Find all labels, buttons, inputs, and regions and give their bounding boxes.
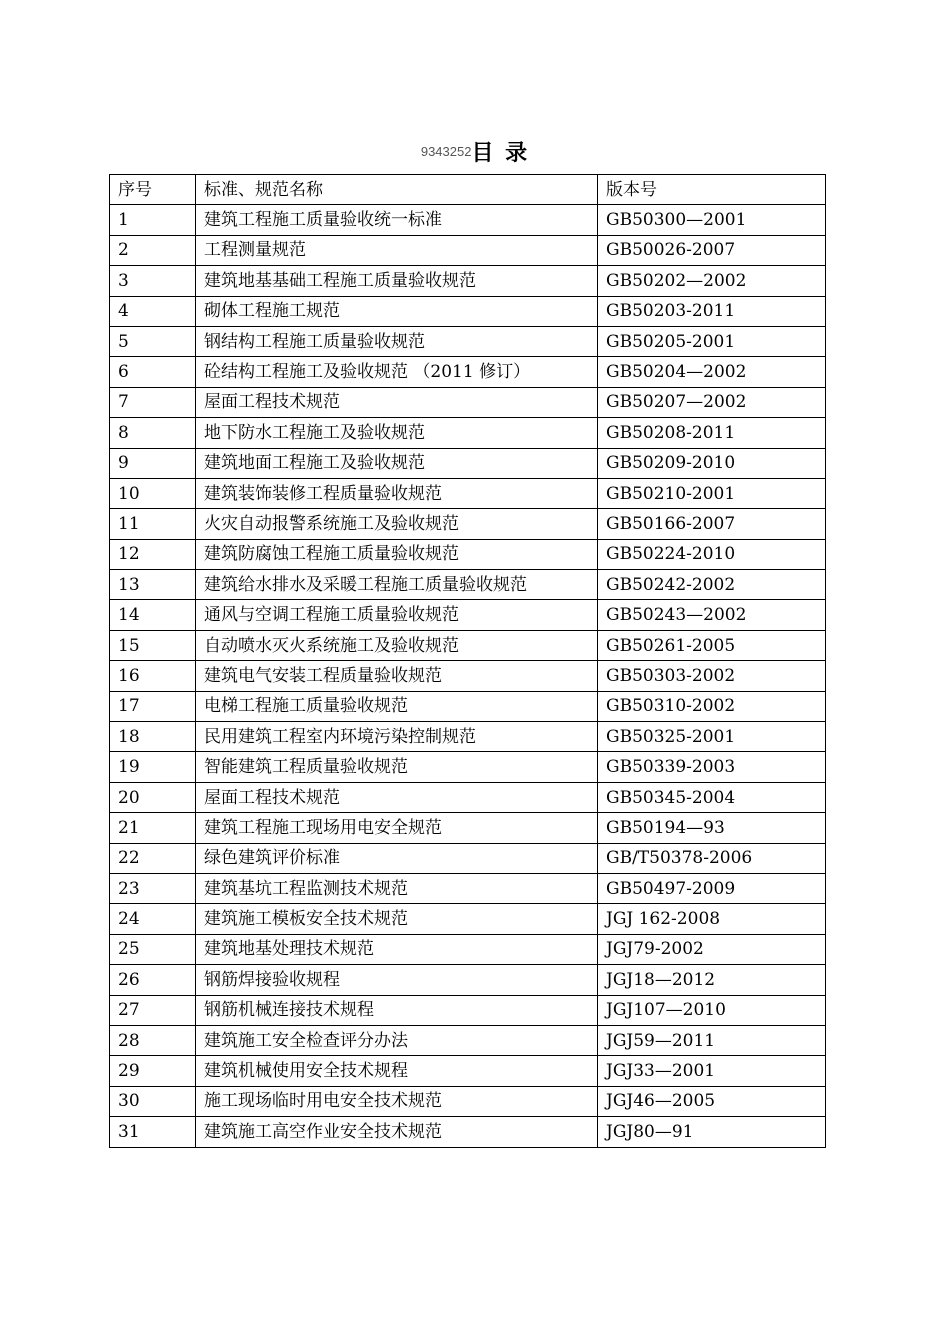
cell-index: 21 xyxy=(110,813,196,843)
cell-version: GB50497-2009 xyxy=(598,873,826,903)
cell-version: GB50208-2011 xyxy=(598,418,826,448)
cell-index: 29 xyxy=(110,1056,196,1086)
cell-index: 28 xyxy=(110,1025,196,1055)
cell-standard-name: 建筑装饰装修工程质量验收规范 xyxy=(196,478,598,508)
cell-standard-name: 建筑地面工程施工及验收规范 xyxy=(196,448,598,478)
table-row xyxy=(110,630,826,660)
cell-standard-name: 建筑基坑工程监测技术规范 xyxy=(196,873,598,903)
cell-index: 15 xyxy=(110,630,196,660)
page-title xyxy=(0,136,950,167)
table-row xyxy=(110,387,826,417)
cell-standard-name: 建筑工程施工质量验收统一标准 xyxy=(196,205,598,235)
table-row xyxy=(110,266,826,296)
cell-index: 14 xyxy=(110,600,196,630)
cell-index: 20 xyxy=(110,782,196,812)
cell-standard-name: 钢筋机械连接技术规程 xyxy=(196,995,598,1025)
cell-index: 26 xyxy=(110,965,196,995)
cell-index: 9 xyxy=(110,448,196,478)
table-row xyxy=(110,752,826,782)
cell-version: JGJ79-2002 xyxy=(598,934,826,964)
table-row xyxy=(110,904,826,934)
cell-index: 11 xyxy=(110,509,196,539)
table-row xyxy=(110,722,826,752)
cell-index: 24 xyxy=(110,904,196,934)
cell-standard-name: 建筑机械使用安全技术规程 xyxy=(196,1056,598,1086)
cell-index: 8 xyxy=(110,418,196,448)
table-row xyxy=(110,995,826,1025)
title-text: 目 录 xyxy=(471,141,530,166)
cell-standard-name: 自动喷水灭火系统施工及验收规范 xyxy=(196,630,598,660)
cell-standard-name: 建筑施工高空作业安全技术规范 xyxy=(196,1117,598,1147)
cell-standard-name: 建筑地基处理技术规范 xyxy=(196,934,598,964)
cell-standard-name: 电梯工程施工质量验收规范 xyxy=(196,691,598,721)
cell-version: GB50242-2002 xyxy=(598,570,826,600)
cell-index: 7 xyxy=(110,387,196,417)
cell-index: 18 xyxy=(110,722,196,752)
cell-version: GB50205-2001 xyxy=(598,326,826,356)
cell-standard-name: 建筑地基基础工程施工质量验收规范 xyxy=(196,266,598,296)
table-row xyxy=(110,691,826,721)
table-row xyxy=(110,661,826,691)
cell-version: GB50194—93 xyxy=(598,813,826,843)
cell-version: GB50210-2001 xyxy=(598,478,826,508)
cell-standard-name: 施工现场临时用电安全技术规范 xyxy=(196,1086,598,1116)
table-row xyxy=(110,782,826,812)
table-row xyxy=(110,509,826,539)
cell-version: GB50300—2001 xyxy=(598,205,826,235)
cell-version: GB50202—2002 xyxy=(598,266,826,296)
cell-index: 31 xyxy=(110,1117,196,1147)
cell-version: GB50261-2005 xyxy=(598,630,826,660)
cell-standard-name: 屋面工程技术规范 xyxy=(196,782,598,812)
cell-index: 10 xyxy=(110,478,196,508)
cell-version: GB/T50378-2006 xyxy=(598,843,826,873)
cell-index: 23 xyxy=(110,873,196,903)
table-row xyxy=(110,570,826,600)
table-row xyxy=(110,843,826,873)
cell-index: 27 xyxy=(110,995,196,1025)
cell-standard-name: 建筑工程施工现场用电安全规范 xyxy=(196,813,598,843)
table-body xyxy=(110,175,826,1148)
cell-version: GB50243—2002 xyxy=(598,600,826,630)
header-cell-name: 标准、规范名称 xyxy=(196,175,598,205)
table-row xyxy=(110,235,826,265)
cell-version: GB50207—2002 xyxy=(598,387,826,417)
cell-index: 19 xyxy=(110,752,196,782)
table-row xyxy=(110,965,826,995)
cell-index: 25 xyxy=(110,934,196,964)
table-header-row xyxy=(110,175,826,205)
table-row xyxy=(110,1117,826,1147)
cell-index: 17 xyxy=(110,691,196,721)
table-row xyxy=(110,539,826,569)
cell-standard-name: 建筑施工模板安全技术规范 xyxy=(196,904,598,934)
cell-standard-name: 建筑防腐蚀工程施工质量验收规范 xyxy=(196,539,598,569)
table-row xyxy=(110,357,826,387)
table-row xyxy=(110,1086,826,1116)
cell-version: GB50310-2002 xyxy=(598,691,826,721)
standards-table xyxy=(109,174,826,1148)
table-row xyxy=(110,326,826,356)
cell-standard-name: 工程测量规范 xyxy=(196,235,598,265)
cell-standard-name: 智能建筑工程质量验收规范 xyxy=(196,752,598,782)
cell-index: 22 xyxy=(110,843,196,873)
cell-standard-name: 通风与空调工程施工质量验收规范 xyxy=(196,600,598,630)
header-cell-index: 序号 xyxy=(110,175,196,205)
cell-index: 6 xyxy=(110,357,196,387)
cell-index: 13 xyxy=(110,570,196,600)
cell-index: 2 xyxy=(110,235,196,265)
cell-index: 16 xyxy=(110,661,196,691)
cell-version: GB50026-2007 xyxy=(598,235,826,265)
cell-version: GB50203-2011 xyxy=(598,296,826,326)
cell-version: JGJ18—2012 xyxy=(598,965,826,995)
cell-version: JGJ107—2010 xyxy=(598,995,826,1025)
cell-version: GB50325-2001 xyxy=(598,722,826,752)
cell-standard-name: 钢结构工程施工质量验收规范 xyxy=(196,326,598,356)
table-row xyxy=(110,600,826,630)
cell-standard-name: 地下防水工程施工及验收规范 xyxy=(196,418,598,448)
cell-version: GB50339-2003 xyxy=(598,752,826,782)
cell-index: 12 xyxy=(110,539,196,569)
table-row xyxy=(110,1056,826,1086)
cell-index: 3 xyxy=(110,266,196,296)
cell-version: GB50209-2010 xyxy=(598,448,826,478)
cell-version: GB50345-2004 xyxy=(598,782,826,812)
table-row xyxy=(110,448,826,478)
cell-version: GB50303-2002 xyxy=(598,661,826,691)
table-row xyxy=(110,813,826,843)
cell-version: GB50166-2007 xyxy=(598,509,826,539)
cell-standard-name: 民用建筑工程室内环境污染控制规范 xyxy=(196,722,598,752)
cell-index: 30 xyxy=(110,1086,196,1116)
header-cell-version: 版本号 xyxy=(598,175,826,205)
cell-standard-name: 绿色建筑评价标准 xyxy=(196,843,598,873)
cell-version: JGJ46—2005 xyxy=(598,1086,826,1116)
cell-version: GB50224-2010 xyxy=(598,539,826,569)
cell-index: 1 xyxy=(110,205,196,235)
cell-version: JGJ33—2001 xyxy=(598,1056,826,1086)
table-row xyxy=(110,205,826,235)
table-row xyxy=(110,418,826,448)
cell-standard-name: 屋面工程技术规范 xyxy=(196,387,598,417)
cell-standard-name: 建筑给水排水及采暖工程施工质量验收规范 xyxy=(196,570,598,600)
table-row xyxy=(110,1025,826,1055)
table-row xyxy=(110,934,826,964)
cell-version: JGJ80—91 xyxy=(598,1117,826,1147)
cell-standard-name: 火灾自动报警系统施工及验收规范 xyxy=(196,509,598,539)
cell-version: GB50204—2002 xyxy=(598,357,826,387)
cell-version: JGJ 162-2008 xyxy=(598,904,826,934)
cell-standard-name: 建筑施工安全检查评分办法 xyxy=(196,1025,598,1055)
cell-standard-name: 砌体工程施工规范 xyxy=(196,296,598,326)
cell-standard-name: 建筑电气安装工程质量验收规范 xyxy=(196,661,598,691)
table-row xyxy=(110,296,826,326)
document-code: 9343252 xyxy=(420,144,472,159)
cell-index: 5 xyxy=(110,326,196,356)
cell-version: JGJ59—2011 xyxy=(598,1025,826,1055)
table-row xyxy=(110,873,826,903)
table-row xyxy=(110,478,826,508)
cell-index: 4 xyxy=(110,296,196,326)
cell-standard-name: 砼结构工程施工及验收规范 （2011 修订） xyxy=(196,357,598,387)
cell-standard-name: 钢筋焊接验收规程 xyxy=(196,965,598,995)
